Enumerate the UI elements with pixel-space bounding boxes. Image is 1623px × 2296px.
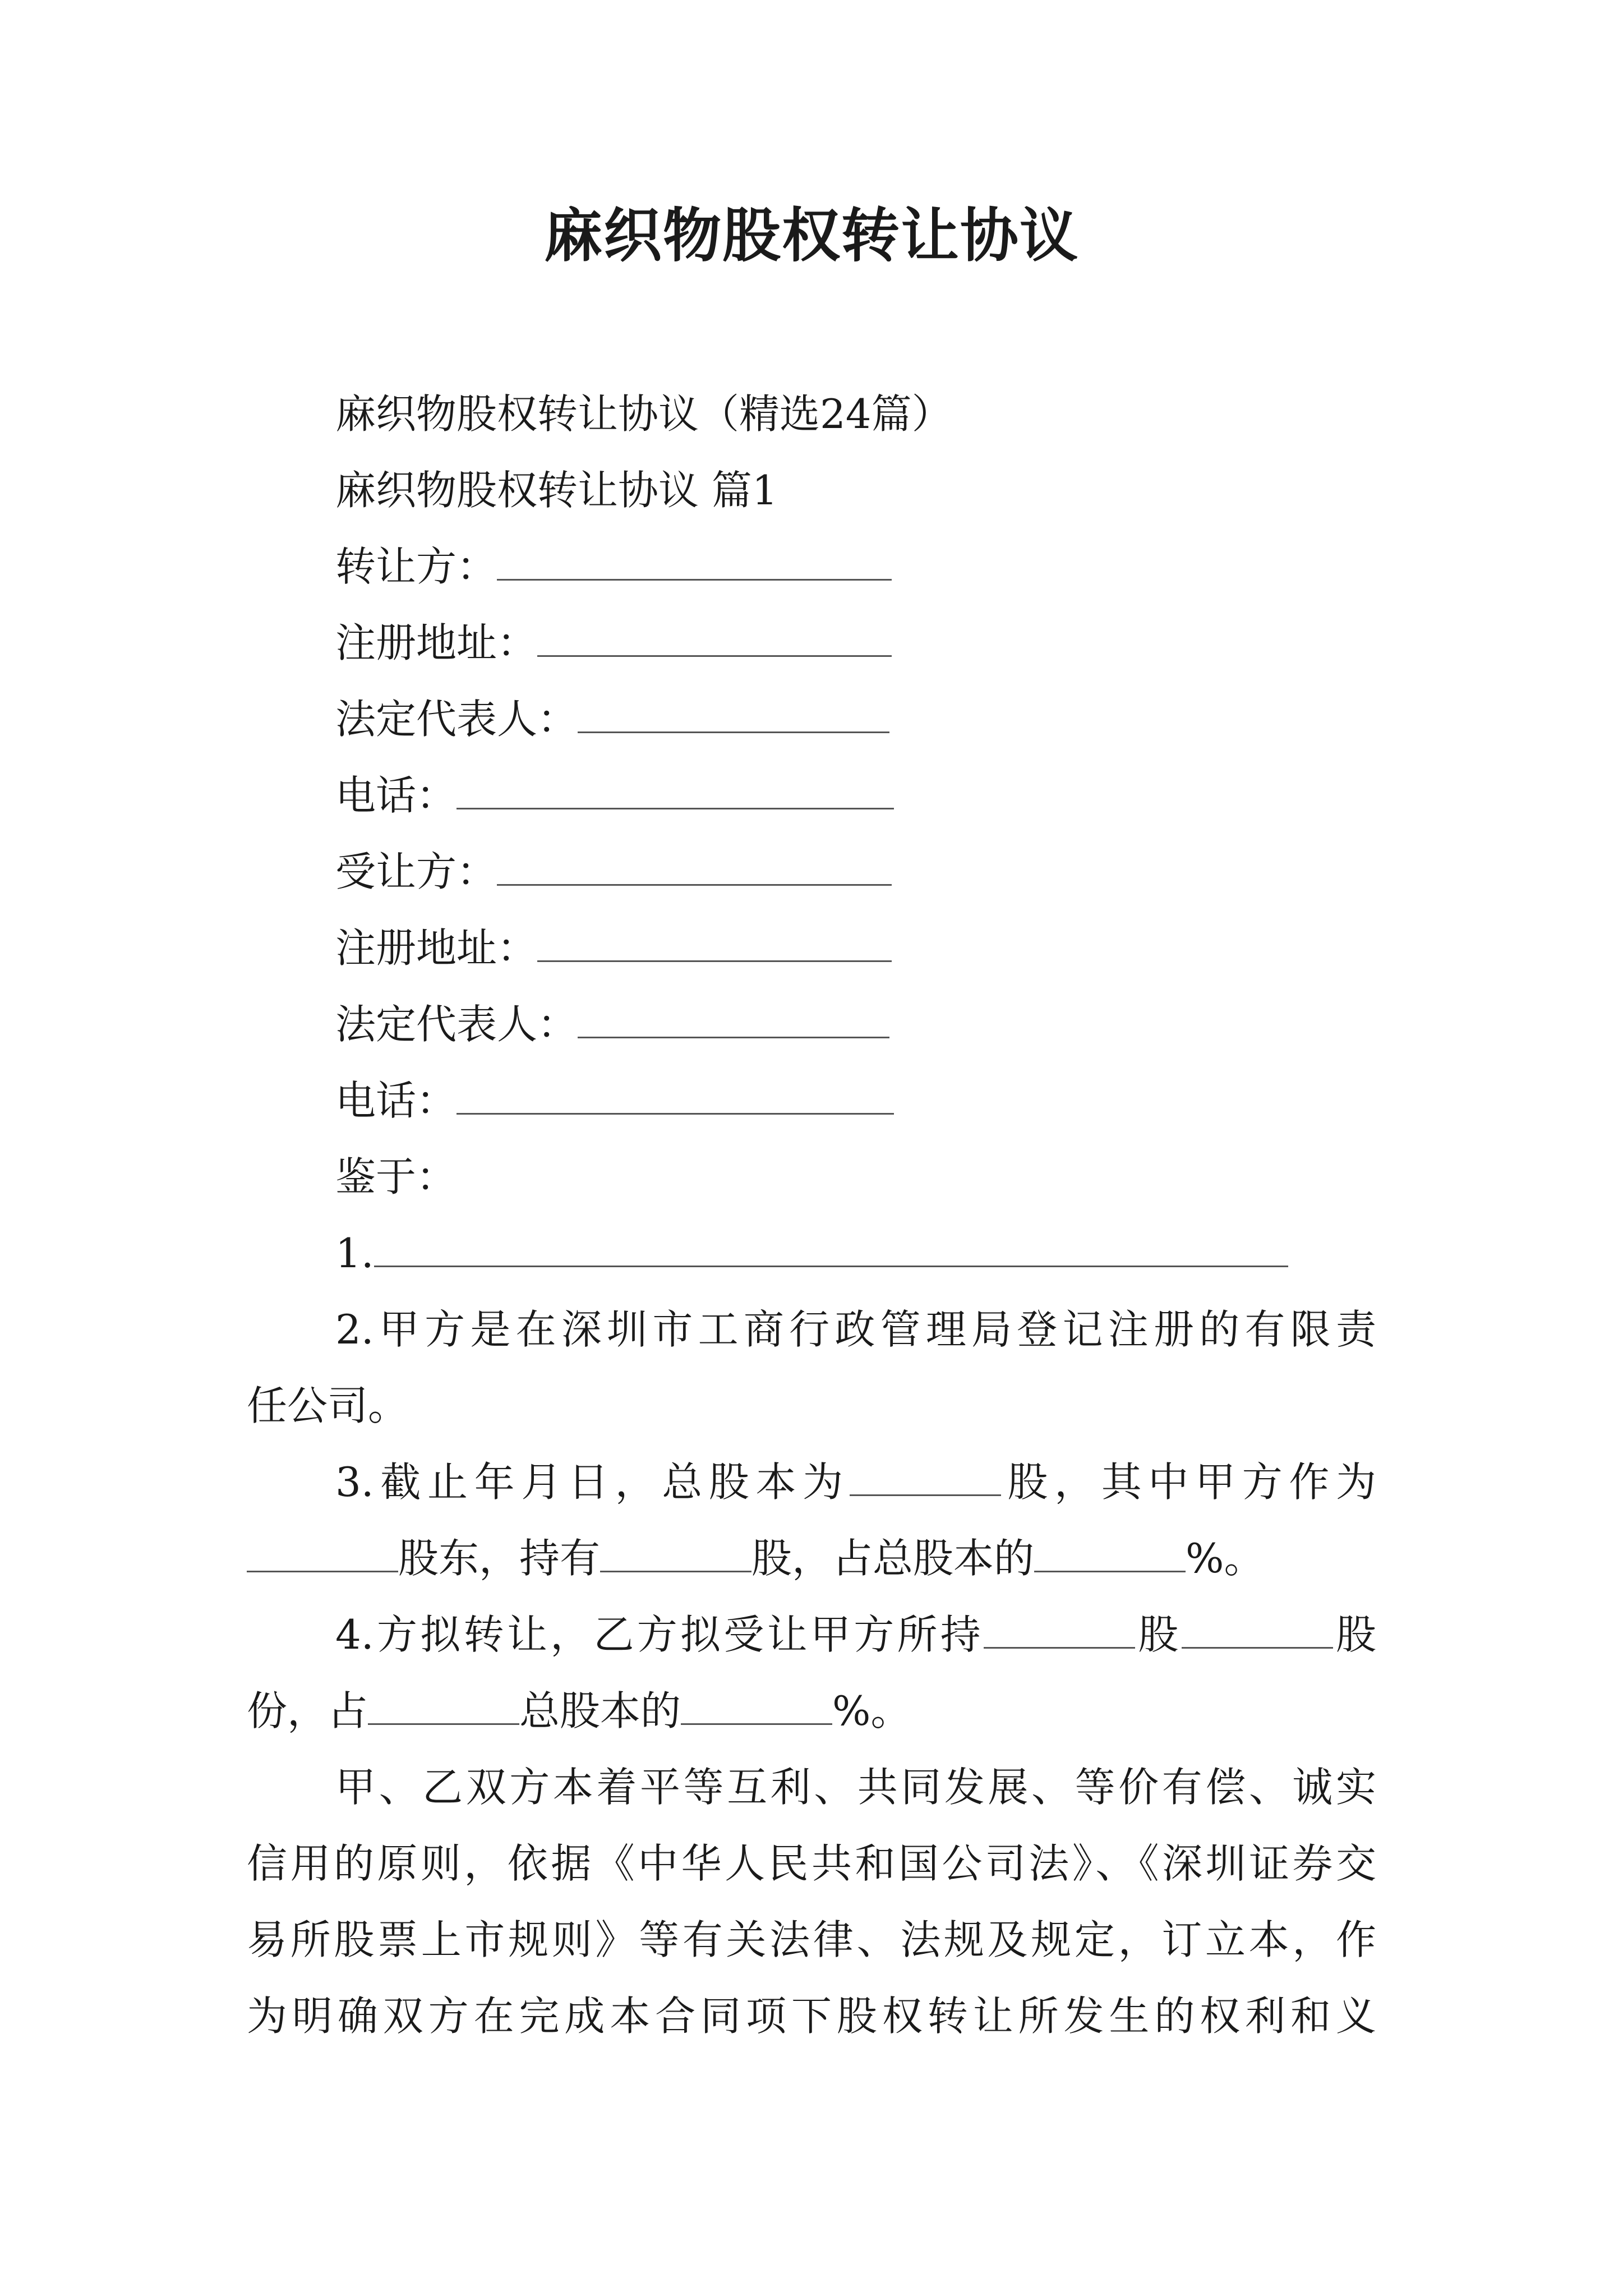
transferee-blank: [497, 845, 892, 886]
transferor-address-blank: [537, 616, 892, 657]
transferor-label: 转让方：: [335, 543, 497, 590]
transferee-phone-label: 电话：: [335, 1077, 457, 1124]
principle-para-line-1: 甲、乙双方本着平等互利、共同发展、等价有偿、诚实: [335, 1764, 1376, 1811]
transferee-rep-blank: [578, 997, 889, 1038]
item-3-blank-4: [1034, 1531, 1186, 1572]
item-3-part-e: %。: [1186, 1535, 1265, 1582]
item-4-part-c: 股: [1332, 1611, 1376, 1658]
item-3-part-a: 3.截止年月日，总股本为: [335, 1458, 850, 1506]
item-2-line-1: 2.甲方是在深圳市工商行政管理局登记注册的有限责: [335, 1306, 1376, 1353]
principle-para-line-2: 信用的原则，依据《中华人民共和国公司法》、《深圳证券交: [247, 1840, 1376, 1887]
item-1-blank: [374, 1226, 1288, 1267]
principle-para-line-3: 易所股票上市规则》等有关法律、法规及规定，订立本，作: [247, 1916, 1376, 1963]
transferee-rep-label: 法定代表人：: [335, 1001, 578, 1048]
item-4-part-f: %。: [832, 1687, 911, 1734]
transferee-phone-field: [335, 1073, 894, 1129]
item-4-line-1: [335, 1607, 1376, 1663]
item-3-part-d: 股，占总股本的: [751, 1535, 1035, 1582]
item-1: [335, 1225, 1288, 1281]
item-4-blank-2: [1182, 1608, 1333, 1649]
item-3-blank-1: [850, 1455, 1001, 1496]
item-2-line-2: 任公司。: [247, 1382, 409, 1429]
whereas-label: 鉴于：: [335, 1153, 457, 1200]
transferee-label: 受让方：: [335, 848, 497, 895]
item-4-part-b: 股: [1135, 1611, 1182, 1658]
item-4-blank-3: [368, 1684, 519, 1725]
transferor-rep-blank: [578, 692, 889, 733]
transferor-phone-blank: [457, 769, 894, 809]
item-4-blank-1: [984, 1608, 1135, 1649]
transferor-phone-label: 电话：: [335, 772, 457, 819]
transferee-address-blank: [537, 921, 892, 962]
document-subtitle: 麻织物股权转让协议（精选24篇）: [335, 390, 952, 438]
item-3-line-1: [335, 1454, 1376, 1510]
section-heading: 麻织物股权转让协议 篇1: [335, 467, 778, 514]
item-3-part-c: 股东，持有: [398, 1535, 601, 1582]
transferor-address-label: 注册地址：: [335, 619, 538, 666]
item-3-blank-2: [247, 1531, 398, 1572]
document-title: 麻织物股权转让协议: [543, 201, 1079, 270]
item-3-part-b: 股，其中甲方作为: [1000, 1458, 1376, 1506]
transferee-address-field: [335, 920, 892, 976]
transferee-address-label: 注册地址：: [335, 924, 538, 972]
transferee-field: [335, 844, 892, 900]
item-4-line-2: [247, 1683, 1376, 1739]
item-4-blank-4: [681, 1684, 832, 1725]
item-3-blank-3: [600, 1531, 751, 1572]
principle-para-line-4: 为明确双方在完成本合同项下股权转让所发生的权利和义: [247, 1993, 1376, 2040]
item-4-part-a: 4.方拟转让，乙方拟受让甲方所持: [335, 1611, 984, 1658]
transferor-blank: [497, 540, 892, 581]
item-1-prefix: 1.: [335, 1230, 374, 1277]
item-3-line-2: [247, 1530, 1376, 1586]
transferor-phone-field: [335, 767, 894, 823]
transferor-address-field: [335, 615, 892, 671]
item-4-part-d: 份，占: [247, 1687, 368, 1734]
transferor-rep-field: [335, 691, 889, 747]
transferor-rep-label: 法定代表人：: [335, 696, 578, 743]
transferor-field: [335, 539, 892, 595]
item-4-part-e: 总股本的: [519, 1687, 681, 1734]
transferee-rep-field: [335, 996, 889, 1052]
transferee-phone-blank: [457, 1074, 894, 1115]
